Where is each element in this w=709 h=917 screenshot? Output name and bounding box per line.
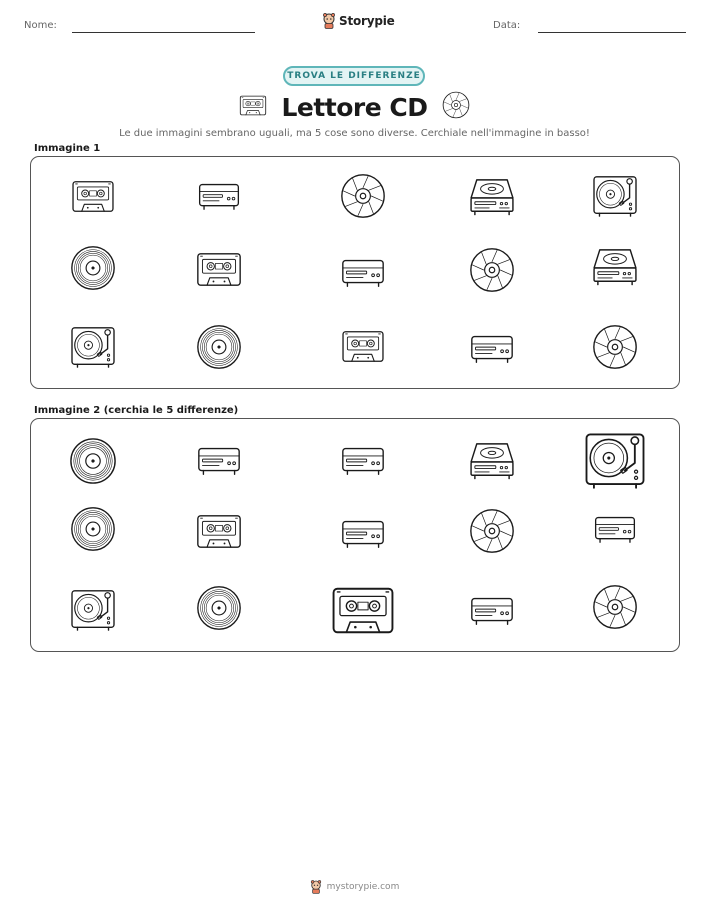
disc-player-icon [468, 441, 516, 480]
cd-player-icon [469, 594, 515, 627]
cassette-icon [196, 514, 242, 549]
brand-logo [322, 13, 395, 29]
cassette-icon [331, 586, 395, 635]
brand-name: Storypie [339, 14, 395, 28]
cd-player-icon [196, 444, 242, 477]
cd-player-icon [593, 513, 637, 545]
vinyl-record-icon [196, 324, 242, 370]
cd-disc-icon [469, 247, 515, 293]
cd-player-icon [197, 180, 241, 212]
footer-site: mystorypie.com [326, 882, 400, 892]
turntable-icon [70, 326, 116, 368]
storypie-mascot-icon [310, 880, 322, 894]
cd-disc-icon [340, 173, 386, 219]
cd-player-icon [340, 517, 386, 550]
vinyl-record-icon [70, 245, 116, 291]
cassette-icon [196, 252, 242, 287]
date-label: Data: [493, 20, 521, 31]
turntable-icon [584, 432, 646, 489]
name-field[interactable] [72, 32, 255, 33]
footer [0, 880, 709, 894]
title-row [0, 91, 709, 123]
vinyl-record-icon [70, 506, 116, 552]
disc-player-icon [591, 247, 639, 286]
vinyl-record-icon [69, 437, 117, 485]
cd-disc-icon [592, 584, 638, 630]
section-1-label: Immagine 1 [34, 143, 101, 154]
cd-disc-icon [442, 91, 470, 123]
cd-player-icon [340, 256, 386, 289]
instructions: Le due immagini sembrano uguali, ma 5 cose sono diverse. Cerchiale nell'immagine in basso! [119, 128, 590, 139]
turntable-icon [70, 589, 116, 631]
page-title: Lettore CD [281, 92, 428, 122]
turntable-icon [592, 175, 638, 217]
cd-disc-icon [469, 508, 515, 554]
cd-player-icon [469, 332, 515, 365]
cd-disc-icon [592, 324, 638, 370]
name-label: Nome: [24, 20, 57, 31]
activity-badge: TROVA LE DIFFERENZE [283, 66, 425, 86]
storypie-mascot-icon [322, 13, 336, 29]
vinyl-record-icon [196, 585, 242, 631]
disc-player-icon [468, 177, 516, 216]
date-field[interactable] [538, 32, 686, 33]
section-2-label: Immagine 2 (cerchia le 5 differenze) [34, 405, 239, 416]
cassette-icon [71, 180, 115, 213]
cd-player-icon [340, 444, 386, 477]
cassette-icon [341, 330, 385, 363]
cassette-icon [239, 95, 267, 120]
